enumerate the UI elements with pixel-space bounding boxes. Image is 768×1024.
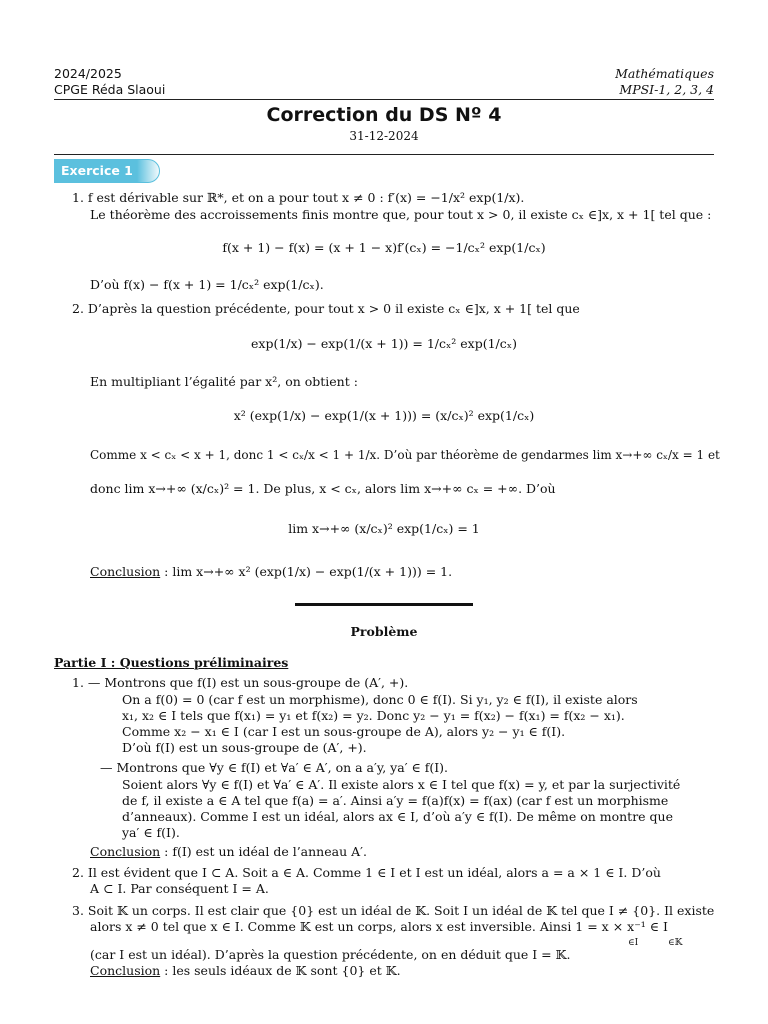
header-school: CPGE Réda Slaoui	[54, 82, 166, 97]
header-rule	[54, 99, 714, 100]
prob-q1-line7: Soient alors ∀y ∈ f(I) et ∀a′ ∈ A′. Il existe alors x ∈ I tel que f(x) = y, et par la surjectivité	[122, 777, 681, 792]
ex1-q1-line2: Le théorème des accroissements finis montre que, pour tout x > 0, il existe cₓ ∈]x, x + 1[ tel que :	[90, 207, 712, 222]
header-subject: Mathématiques	[615, 66, 714, 81]
prob-q3-brace-label-2: ∈𝕂	[668, 938, 683, 948]
header-classes: MPSI-1, 2, 3, 4	[619, 82, 714, 97]
header-year: 2024/2025	[54, 66, 122, 81]
prob-q1-line1: 1. — Montrons que f(I) est un sous-groupe de (A′, +).	[72, 675, 409, 690]
partie-heading: Partie I : Questions préliminaires	[54, 655, 289, 670]
prob-q3-line1: 3. Soit 𝕂 un corps. Il est clair que {0} est un idéal de 𝕂. Soit I un idéal de 𝕂 tel que I ≠ {0}. Il existe	[72, 903, 715, 918]
section-separator	[295, 603, 473, 606]
ex1-q2-line2: En multipliant l’égalité par x², on obtient :	[90, 374, 358, 389]
problem-title: Problème	[350, 624, 418, 639]
ex1-q1-line3: D’où f(x) − f(x + 1) = 1/cₓ² exp(1/cₓ).	[90, 277, 324, 292]
prob-q3-conclusion	[90, 963, 401, 979]
prob-q3-conclusion-label: Conclusion	[90, 963, 161, 978]
ex1-q1-line1: 1. f est dérivable sur ℝ*, et on a pour tout x ≠ 0 : f′(x) = −1/x² exp(1/x).	[72, 190, 525, 205]
prob-q3-line3: (car I est un idéal). D’après la question précédente, on en déduit que I = 𝕂.	[90, 947, 571, 962]
ex1-q2-line1: 2. D’après la question précédente, pour tout x > 0 il existe cₓ ∈]x, x + 1[ tel que	[72, 301, 580, 316]
prob-q1-conclusion-text: : f(I) est un idéal de l’anneau A′.	[160, 844, 367, 859]
prob-q1-line8: de f, il existe a ∈ A tel que f(a) = a′. Ainsi a′y = f(a)f(x) = f(ax) (car f est un morphisme	[122, 793, 669, 808]
prob-q1-line3: x₁, x₂ ∈ I tels que f(x₁) = y₁ et f(x₂) = y₂. Donc y₂ − y₁ = f(x₂) − f(x₁) = f(x₂ − x₁).	[122, 708, 625, 723]
prob-q2-line2: A ⊂ I. Par conséquent I = A.	[90, 881, 269, 896]
prob-q1-conclusion	[90, 844, 367, 860]
prob-q1-line6: — Montrons que ∀y ∈ f(I) et ∀a′ ∈ A′, on a a′y, ya′ ∈ f(I).	[100, 760, 449, 775]
ex1-conclusion-label: Conclusion	[90, 564, 161, 579]
ex1-q1-equation: f(x + 1) − f(x) = (x + 1 − x)f′(cₓ) = −1/cₓ² exp(1/cₓ)	[222, 240, 546, 255]
exercise-badge-label: Exercice 1	[61, 163, 133, 178]
prob-q1-line5: D’où f(I) est un sous-groupe de (A′, +).	[122, 740, 367, 755]
ex1-q2-equation3: lim x→+∞ (x/cₓ)² exp(1/cₓ) = 1	[288, 521, 480, 536]
prob-q3-line2: alors x ≠ 0 tel que x ∈ I. Comme 𝕂 est un corps, alors x est inversible. Ainsi 1 = x × x⁻¹ ∈ I	[90, 919, 668, 934]
ex1-conclusion	[90, 564, 452, 580]
ex1-q2-line4: donc lim x→+∞ (x/cₓ)² = 1. De plus, x < cₓ, alors lim x→+∞ cₓ = +∞. D’où	[90, 481, 556, 496]
ex1-q2-line3: Comme x < cₓ < x + 1, donc 1 < cₓ/x < 1 + 1/x. D’où par théorème de gendarmes lim x→+∞ cₓ/x = 1 et	[90, 448, 720, 462]
prob-q3-brace-label-1: ∈I	[628, 938, 639, 948]
prob-q1-line10: ya′ ∈ f(I).	[122, 825, 180, 840]
prob-q1-line9: d’anneaux). Comme I est un idéal, alors ax ∈ I, d’où a′y ∈ f(I). De même on montre que	[122, 809, 673, 824]
exercise-badge	[54, 159, 160, 183]
prob-q1-conclusion-label: Conclusion	[90, 844, 161, 859]
document-date: 31-12-2024	[349, 129, 419, 143]
prob-q2-line1: 2. Il est évident que I ⊂ A. Soit a ∈ A. Comme 1 ∈ I et I est un idéal, alors a = a × 1 ∈ I. D’où	[72, 865, 661, 880]
prob-q1-line4: Comme x₂ − x₁ ∈ I (car I est un sous-groupe de A), alors y₂ − y₁ ∈ f(I).	[122, 724, 566, 739]
prob-q1-line2: On a f(0) = 0 (car f est un morphisme), donc 0 ∈ f(I). Si y₁, y₂ ∈ f(I), il existe alors	[122, 692, 638, 707]
ex1-conclusion-text: : lim x→+∞ x² (exp(1/x) − exp(1/(x + 1))) = 1.	[160, 564, 453, 579]
ex1-q2-equation2: x² (exp(1/x) − exp(1/(x + 1))) = (x/cₓ)² exp(1/cₓ)	[233, 408, 535, 423]
title-rule	[54, 154, 714, 155]
prob-q3-conclusion-text: : les seuls idéaux de 𝕂 sont {0} et 𝕂.	[160, 963, 401, 978]
ex1-q2-equation1: exp(1/x) − exp(1/(x + 1)) = 1/cₓ² exp(1/cₓ)	[251, 336, 517, 351]
page-title: Correction du DS Nº 4	[266, 104, 502, 126]
